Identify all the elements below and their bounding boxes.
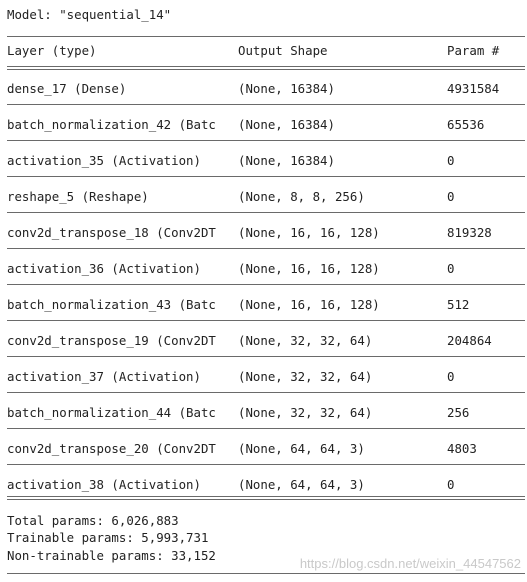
header-output-shape: Output Shape xyxy=(238,43,328,58)
layer-name: activation_37 (Activation) xyxy=(7,369,201,384)
row-separator xyxy=(7,212,525,213)
row-separator xyxy=(7,104,525,105)
output-shape: (None, 16, 16, 128) xyxy=(238,261,380,276)
layer-name: activation_38 (Activation) xyxy=(7,477,201,492)
param-count: 512 xyxy=(447,297,470,312)
output-shape: (None, 8, 8, 256) xyxy=(238,189,365,204)
model-title: Model: "sequential_14" xyxy=(7,7,172,22)
layer-name: reshape_5 (Reshape) xyxy=(7,189,149,204)
param-count: 0 xyxy=(447,369,455,384)
row-separator xyxy=(7,140,525,141)
row-separator xyxy=(7,464,525,465)
layer-name: batch_normalization_44 (Batc xyxy=(7,405,216,420)
param-count: 819328 xyxy=(447,225,492,240)
watermark: https://blog.csdn.net/weixin_44547562 xyxy=(299,556,521,571)
layer-name: conv2d_transpose_20 (Conv2DT xyxy=(7,441,216,456)
header-param-count: Param # xyxy=(447,43,500,58)
output-shape: (None, 32, 32, 64) xyxy=(238,405,373,420)
row-separator xyxy=(7,356,525,357)
layer-name: batch_normalization_43 (Batc xyxy=(7,297,216,312)
param-count: 204864 xyxy=(447,333,492,348)
layer-name: activation_35 (Activation) xyxy=(7,153,201,168)
non-trainable-params: Non-trainable params: 33,152 xyxy=(7,548,216,563)
layer-name: activation_36 (Activation) xyxy=(7,261,201,276)
trainable-params: Trainable params: 5,993,731 xyxy=(7,530,209,545)
output-shape: (None, 16384) xyxy=(238,81,335,96)
param-count: 4931584 xyxy=(447,81,500,96)
output-shape: (None, 64, 64, 3) xyxy=(238,441,365,456)
output-shape: (None, 16, 16, 128) xyxy=(238,297,380,312)
header-double-separator xyxy=(7,66,525,70)
row-separator xyxy=(7,176,525,177)
param-count: 0 xyxy=(447,153,455,168)
output-shape: (None, 16384) xyxy=(238,117,335,132)
param-count: 0 xyxy=(447,261,455,276)
footer-double-separator xyxy=(7,496,525,500)
output-shape: (None, 16384) xyxy=(238,153,335,168)
layer-name: dense_17 (Dense) xyxy=(7,81,127,96)
layer-name: conv2d_transpose_19 (Conv2DT xyxy=(7,333,216,348)
output-shape: (None, 64, 64, 3) xyxy=(238,477,365,492)
output-shape: (None, 16, 16, 128) xyxy=(238,225,380,240)
param-count: 0 xyxy=(447,189,455,204)
param-count: 65536 xyxy=(447,117,485,132)
param-count: 4803 xyxy=(447,441,477,456)
output-shape: (None, 32, 32, 64) xyxy=(238,369,373,384)
row-separator xyxy=(7,284,525,285)
row-separator xyxy=(7,320,525,321)
param-count: 256 xyxy=(447,405,470,420)
row-separator xyxy=(7,428,525,429)
footer-bottom-separator xyxy=(7,573,525,574)
header-layer-type: Layer (type) xyxy=(7,43,97,58)
output-shape: (None, 32, 32, 64) xyxy=(238,333,373,348)
row-separator xyxy=(7,392,525,393)
total-params: Total params: 6,026,883 xyxy=(7,513,179,528)
layer-name: batch_normalization_42 (Batc xyxy=(7,117,216,132)
row-separator xyxy=(7,248,525,249)
param-count: 0 xyxy=(447,477,455,492)
layer-name: conv2d_transpose_18 (Conv2DT xyxy=(7,225,216,240)
header-top-separator xyxy=(7,36,525,37)
